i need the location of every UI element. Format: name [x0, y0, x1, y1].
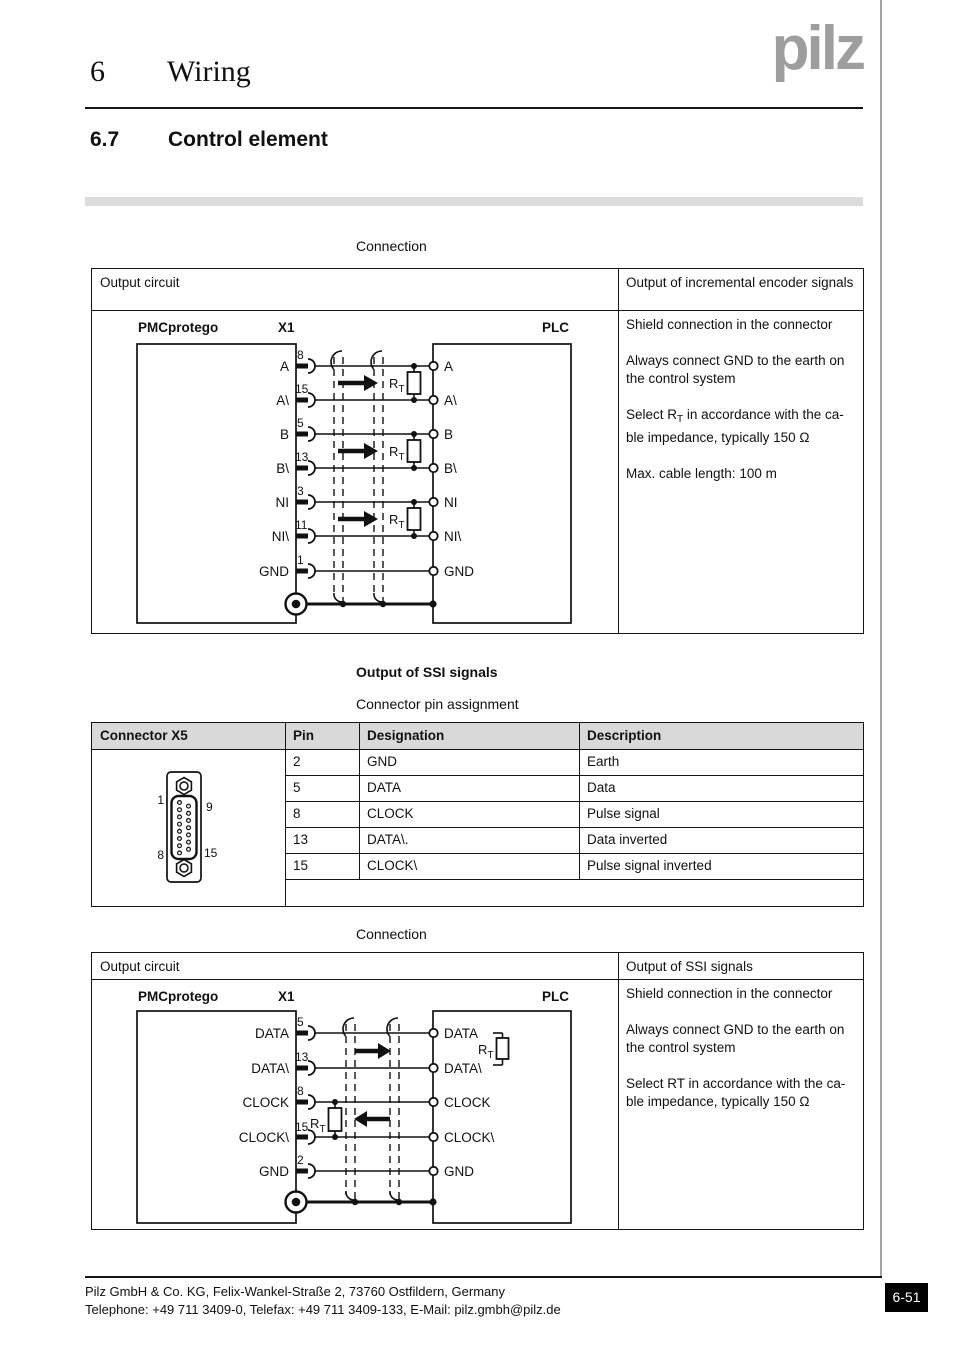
ssi-wiring-diagram: [92, 979, 618, 1227]
dsub-shell: [172, 796, 197, 859]
signal-label-left: CLOCK\: [238, 1130, 289, 1145]
signal-row-data: [255, 1015, 478, 1041]
ssi-notes: [626, 985, 856, 1129]
signal-label-right: A: [444, 359, 454, 374]
des-cell: DATA\.: [367, 832, 409, 847]
rt-sub-label: T: [487, 1050, 494, 1061]
encoder-note-length: Max. cable length: 100 m: [626, 466, 777, 481]
pin-number: 5: [297, 1015, 304, 1029]
pin-cell: 8: [293, 806, 301, 821]
pin-table-hborder-2: [285, 801, 863, 802]
signal-label-left: B\: [276, 461, 289, 476]
pin-table-hborder-3: [285, 827, 863, 828]
pin-number: 15: [295, 382, 309, 396]
encoder-right-header: Output of incremental encoder signals: [626, 275, 854, 290]
signal-label-right: CLOCK\: [444, 1130, 495, 1145]
plc-box: [433, 344, 571, 623]
signal-label-right: DATA\: [444, 1061, 482, 1076]
signal-label-right: B: [444, 427, 454, 442]
chapter-title: Wiring: [167, 55, 251, 88]
footer-contact: Telephone: +49 711 3409-0, Telefax: +49 711 3409-133, E-Mail: pilz.gmbh@pilz.de: [85, 1302, 561, 1317]
pin-number: 1: [297, 553, 304, 567]
pin-number: 3: [297, 484, 304, 498]
encoder-notes: [626, 316, 856, 501]
rt-label: R: [389, 512, 399, 527]
encoder-connection-table: [91, 268, 864, 634]
pilz-logo: pilz: [771, 14, 863, 83]
pin-cell: 13: [293, 832, 309, 847]
page-edge-line: [880, 0, 882, 1277]
section-divider-bar: [85, 197, 863, 206]
signal-label-left: NI\: [271, 529, 289, 544]
signal-label-left: DATA: [254, 1026, 289, 1041]
signal-label-right: DATA: [444, 1026, 479, 1041]
signal-label-left: GND: [259, 1164, 289, 1179]
signal-label-left: A\: [276, 393, 289, 408]
footer-address: Pilz GmbH & Co. KG, Felix-Wankel-Straße 2, 73760 Ostfildern, Germany: [85, 1284, 505, 1299]
pin-number: 8: [297, 1084, 304, 1098]
ssi-note-gnd: Always connect GND to the earth on the control system: [626, 1022, 845, 1055]
rt-sub-label: T: [319, 1124, 326, 1135]
pin-table-header-designation: Designation: [367, 728, 445, 743]
chapter-number: 6: [90, 55, 105, 88]
section-number: 6.7: [90, 128, 120, 151]
dsub-connector-drawing: [92, 749, 285, 906]
signal-label-right: B\: [444, 461, 457, 476]
pin-number: 13: [295, 1050, 309, 1064]
screw-top: [177, 778, 192, 795]
encoder-left-header: Output circuit: [100, 275, 180, 290]
connector-label: X1: [278, 989, 295, 1004]
caption-connection-bottom: Connection: [356, 926, 427, 942]
signal-row-ni: [276, 484, 458, 510]
pin-number: 15: [295, 1120, 309, 1134]
encoder-note-rt: Select $R_T$ in accordance with the cable impedance, typically 150 Ω: [626, 407, 844, 445]
encoder-table-divider: [618, 269, 619, 633]
screw-bottom: [177, 860, 192, 877]
cable-shield-lines: [331, 351, 383, 602]
pair-a-arrow-resistor: [338, 363, 421, 403]
rt-label: R: [389, 376, 399, 391]
plc-label: PLC: [542, 989, 569, 1004]
pin-assignment-table: [91, 722, 864, 907]
pin-number: 8: [297, 348, 304, 362]
section-title: Control element: [168, 128, 328, 151]
plc-label: PLC: [542, 320, 569, 335]
pin-cell: 15: [293, 858, 309, 873]
caption-connection-top: Connection: [356, 238, 427, 254]
pin-table-header-connector: Connector X5: [100, 728, 188, 743]
cable-shield-lines: [343, 1018, 399, 1200]
dsub-label-pin9: 9: [206, 800, 213, 814]
signal-row-data-inv: [251, 1050, 482, 1076]
earth-symbol-and-bus: [286, 1192, 437, 1213]
signal-label-right: CLOCK: [444, 1095, 491, 1110]
ssi-note-shield: Shield connection in the connector: [626, 986, 833, 1001]
signal-row-a: [280, 348, 453, 374]
device-label: PMCprotego: [138, 320, 219, 335]
dsub-pins: [178, 801, 191, 855]
desc-cell: Earth: [587, 754, 620, 769]
signal-row-gnd: [259, 553, 474, 579]
pin-table-header-bg: [92, 723, 863, 749]
header-rule: [85, 107, 863, 109]
clock-pair-arrow: [354, 1111, 390, 1127]
ssi-left-header: Output circuit: [100, 959, 180, 974]
encoder-note-gnd: Always connect GND to the earth on the control system: [626, 353, 845, 386]
footer-rule: [85, 1276, 882, 1278]
pin-table-header-pin: Pin: [293, 728, 315, 743]
pin-number: 13: [295, 450, 309, 464]
rt-sub-label: T: [398, 384, 405, 395]
signal-row-clock: [242, 1084, 490, 1110]
caption-ssi-output: Output of SSI signals: [356, 664, 498, 680]
signal-label-left: A: [279, 359, 289, 374]
rt-label: R: [389, 444, 399, 459]
ssi-note-rt: Select RT in accordance with the cable impedance, typically 150 Ω: [626, 1076, 846, 1109]
pin-cell: 5: [293, 780, 301, 795]
signal-label-right: NI\: [444, 529, 462, 544]
signal-label-right: GND: [444, 1164, 474, 1179]
device-box: [137, 1011, 296, 1223]
dsub-label-pin15: 15: [204, 846, 218, 860]
pin-table-hborder-4: [285, 853, 863, 854]
pin-cell: 2: [293, 754, 301, 769]
encoder-wiring-diagram: [92, 310, 618, 633]
page-number-badge: 6-51: [885, 1283, 928, 1312]
pin-number: 11: [295, 518, 308, 532]
signal-label-left: CLOCK: [242, 1095, 289, 1110]
pin-number: 5: [297, 416, 304, 430]
signal-label-right: A\: [444, 393, 457, 408]
signal-label-left: B: [279, 427, 289, 442]
des-cell: CLOCK\: [367, 858, 418, 873]
pair-ni-arrow-resistor: [338, 499, 421, 539]
plc-termination-resistor: [478, 1033, 509, 1065]
device-label: PMCprotego: [138, 989, 219, 1004]
des-cell: DATA: [367, 780, 402, 795]
signal-row-gnd: [259, 1153, 474, 1179]
desc-cell: Data: [587, 780, 616, 795]
rt-label: R: [478, 1042, 488, 1057]
signal-label-left: GND: [259, 564, 289, 579]
des-cell: GND: [367, 754, 397, 769]
signal-label-left: DATA\: [251, 1061, 289, 1076]
signal-row-b: [280, 416, 453, 442]
signal-label-right: GND: [444, 564, 474, 579]
desc-cell: Pulse signal inverted: [587, 858, 712, 873]
ssi-table-divider: [618, 953, 619, 1229]
pin-number: 2: [297, 1153, 304, 1167]
device-box: [137, 344, 296, 623]
rt-sub-label: T: [398, 452, 405, 463]
pair-b-arrow-resistor: [338, 431, 421, 471]
encoder-note-shield: Shield connection in the connector: [626, 317, 833, 332]
signal-label-right: NI: [444, 495, 458, 510]
caption-pin-assignment: Connector pin assignment: [356, 696, 519, 712]
desc-cell: Data inverted: [587, 832, 668, 847]
rt-sub-label: T: [398, 520, 405, 531]
pin-table-hborder-1: [285, 775, 863, 776]
connector-label: X1: [278, 320, 295, 335]
pin-table-hborder-5: [285, 879, 863, 880]
rt-label: R: [310, 1116, 320, 1131]
ssi-connection-table: [91, 952, 864, 1230]
data-pair-arrow: [355, 1043, 391, 1059]
dsub-label-pin8: 8: [157, 848, 164, 862]
signal-label-left: NI: [275, 495, 289, 510]
des-cell: CLOCK: [367, 806, 414, 821]
pin-table-header-description: Description: [587, 728, 662, 743]
earth-symbol-and-bus: [286, 594, 437, 615]
desc-cell: Pulse signal: [587, 806, 660, 821]
ssi-right-header: Output of SSI signals: [626, 959, 753, 974]
dsub-label-pin1: 1: [157, 793, 164, 807]
